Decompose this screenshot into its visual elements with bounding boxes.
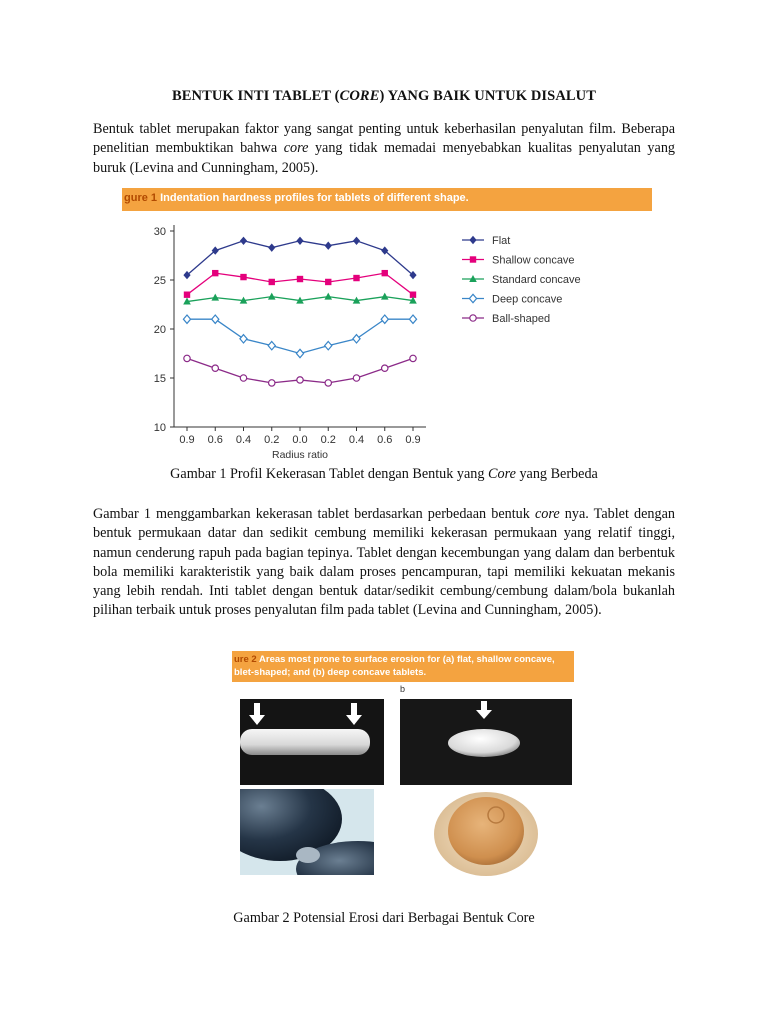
data-point xyxy=(240,274,246,280)
flat-tablet-photo xyxy=(240,699,384,785)
discussion-text-b: nya. Tablet dengan bentuk permukaan datar dan sedikit cembung memiliki kekerasan permukaan yang relatif tinggi, namun cenderung rapuh pada bagian tepinya. Tablet dengan kecembungan yang dalam dan berbentuk bola memiliki karakteristik yang baik dalam proses pencampuran, tapi memiliki kekuatan mekanis yang lebih rendah. Inti tablet dengan bentuk datar/sedikit cembung/cembung dalam/bola bukanlah pilihan terbaik untuk proses penyalutan film pada tablet (Levina and Cunningham, 2005). xyxy=(93,506,675,619)
figure-2-banner-line2: blet-shaped; and (b) deep concave tablets. xyxy=(234,667,427,678)
caption-1-text-a: Gambar 1 Profil Kekerasan Tablet dengan Bentuk yang xyxy=(170,466,489,482)
x-tick-label: 0.6 xyxy=(377,434,393,446)
x-tick-label: 0.4 xyxy=(348,434,365,446)
discussion-text-a: Gambar 1 menggambarkan kekerasan tablet berdasarkan perbedaan bentuk xyxy=(93,506,535,522)
legend-label: Ball-shaped xyxy=(492,313,551,325)
data-point xyxy=(353,375,359,381)
deep-concave-tablet-photo xyxy=(400,699,572,785)
x-tick-label: 0.4 xyxy=(235,434,252,446)
caption-1-core-italic: Core xyxy=(488,466,516,482)
data-point xyxy=(184,355,190,361)
figure-1 xyxy=(122,188,652,460)
data-point xyxy=(382,270,388,276)
legend-label: Shallow concave xyxy=(492,254,575,267)
x-tick-label: 0.9 xyxy=(405,434,421,446)
data-point xyxy=(410,355,416,361)
legend-label: Flat xyxy=(492,235,511,247)
data-point xyxy=(212,270,218,276)
data-point xyxy=(296,349,303,357)
data-point xyxy=(325,341,332,349)
intro-paragraph xyxy=(93,120,675,178)
figure-2-label: ure 2 xyxy=(234,654,257,665)
data-point xyxy=(268,293,276,300)
data-point xyxy=(268,341,275,349)
intro-core-italic: core xyxy=(283,140,309,157)
data-point xyxy=(297,377,303,383)
data-point xyxy=(381,293,389,300)
x-tick-label: 0.6 xyxy=(207,434,223,446)
discussion-core-italic: core xyxy=(534,506,560,522)
x-tick-label: 0.0 xyxy=(292,434,308,446)
data-point xyxy=(353,335,360,343)
data-point xyxy=(268,243,275,251)
data-point xyxy=(382,365,388,371)
data-point xyxy=(240,237,247,245)
panel-b-label: b xyxy=(400,684,406,694)
data-point xyxy=(240,335,247,343)
data-point xyxy=(470,256,476,262)
hardness-chart xyxy=(122,211,652,460)
data-point xyxy=(353,275,359,281)
data-point xyxy=(240,375,246,381)
legend-label: Deep concave xyxy=(492,293,563,306)
data-point xyxy=(297,276,303,282)
legend-label: Standard concave xyxy=(492,274,581,286)
data-point xyxy=(469,294,476,302)
y-tick-label: 30 xyxy=(153,226,166,238)
data-point xyxy=(469,236,476,244)
title-text-post: ) YANG BAIK UNTUK DISALUT xyxy=(379,88,597,104)
data-point xyxy=(212,365,218,371)
data-point xyxy=(381,315,388,323)
coated-tablets-photo xyxy=(240,789,374,875)
x-tick-label: 0.2 xyxy=(320,434,336,446)
data-point xyxy=(409,315,416,323)
data-point xyxy=(325,380,331,386)
series-line xyxy=(187,241,413,275)
data-point xyxy=(211,294,219,301)
data-point xyxy=(212,315,219,323)
figure-2-caption: Gambar 2 Potensial Erosi dari Berbagai Bentuk Core xyxy=(233,910,535,926)
data-point xyxy=(324,293,332,300)
intro-text-b: yang tidak memadai menyebabkan kualitas penyalutan yang buruk (Levina and Cunningham, 2005). xyxy=(93,140,676,176)
figure-2-banner-line1 xyxy=(234,654,555,665)
figure-1-label: gure 1 xyxy=(124,192,158,204)
y-tick-label: 10 xyxy=(153,422,166,434)
intro-text-a: Bentuk tablet merupakan faktor yang sangat penting untuk keberhasilan penyalutan film. Beberapa penelitian membuktikan bahwa xyxy=(93,121,675,157)
y-tick-label: 25 xyxy=(153,275,166,287)
figure-1-banner-title: Indentation hardness profiles for tablets of different shape. xyxy=(157,192,469,204)
figure-1-banner-text xyxy=(124,192,469,204)
series-line xyxy=(187,319,413,353)
figure-1-banner xyxy=(122,188,652,211)
figure-1-caption xyxy=(0,466,768,483)
figure-2-banner-text1: Areas most prone to surface erosion for (a) flat, shallow concave, xyxy=(256,654,555,665)
y-tick-label: 20 xyxy=(153,324,166,336)
page-title xyxy=(0,88,768,105)
x-tick-label: 0.2 xyxy=(264,434,280,446)
data-point xyxy=(296,237,303,245)
x-axis-label: Radius ratio xyxy=(271,449,329,460)
data-point xyxy=(325,242,332,250)
uncoated-tablets-photo xyxy=(422,789,554,877)
data-point xyxy=(353,237,360,245)
data-point xyxy=(269,380,275,386)
title-text-pre: BENTUK INTI TABLET ( xyxy=(171,88,340,104)
y-tick-label: 15 xyxy=(153,373,166,385)
figure-2-banner xyxy=(232,651,574,682)
x-tick-label: 0.9 xyxy=(179,434,195,446)
title-core-italic: CORE xyxy=(339,88,380,104)
data-point xyxy=(184,292,190,298)
caption-1-text-b: yang Berbeda xyxy=(515,466,598,482)
data-point xyxy=(183,315,190,323)
data-point xyxy=(269,279,275,285)
data-point xyxy=(470,315,476,321)
discussion-paragraph xyxy=(93,505,675,621)
data-point xyxy=(325,279,331,285)
figure-2 xyxy=(232,651,574,885)
